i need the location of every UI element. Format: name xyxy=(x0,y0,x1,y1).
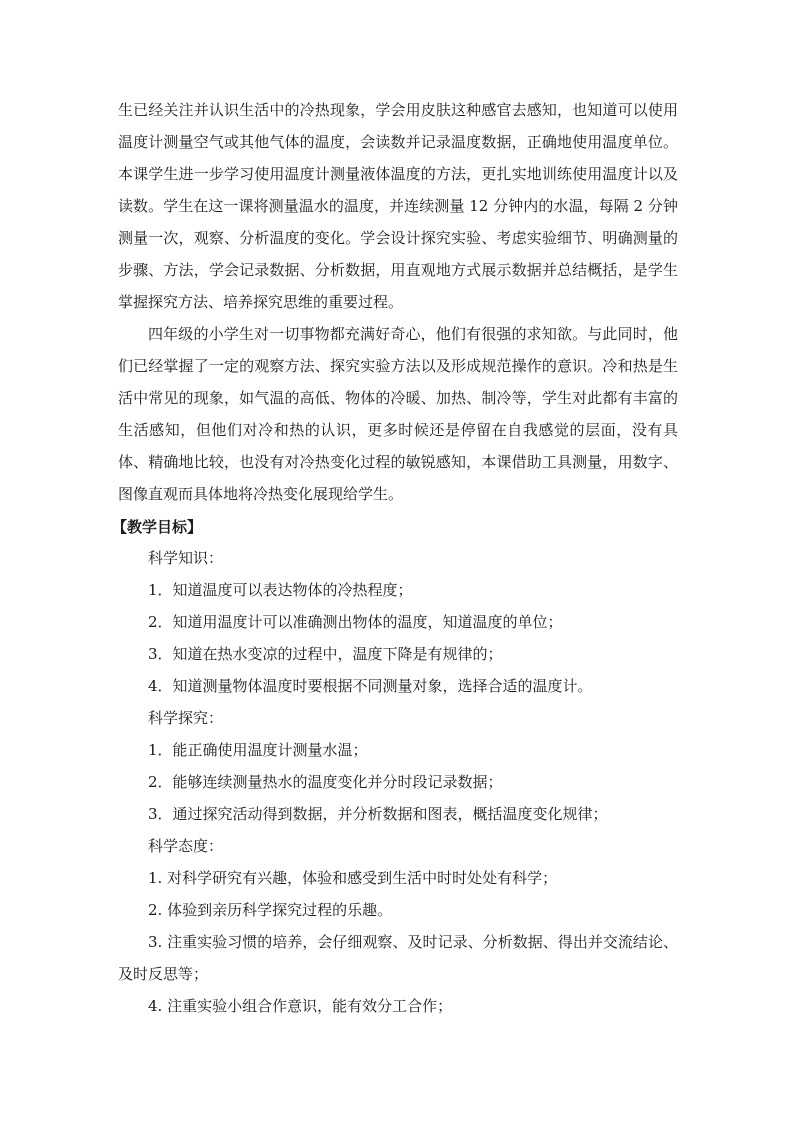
attitude-item-3: 3. 注重实验习惯的培养，会仔细观察、及时记录、分析数据、得出并交流结论、及时反思等； xyxy=(118,933,678,983)
inquiry-item-3: 3．通过探究活动得到数据，并分析数据和图表，概括温度变化规律； xyxy=(148,805,608,823)
attitude-item-2: 2. 体验到亲历科学探究过程的乐趣。 xyxy=(148,901,393,919)
knowledge-item-1: 1．知道温度可以表达物体的冷热程度； xyxy=(148,581,413,599)
section-heading-objectives: 【教学目标】 xyxy=(112,518,203,536)
lesson-analysis-paragraph: 生已经关注并认识生活中的冷热现象，学会用皮肤这种感官去感知，也知道可以使用温度计测量空气或其他气体的温度，会读数并记录温度数据，正确地使用温度单位。本课学生进一步学习使用温度计测量液体温度的方法，更扎实地训练使用温度计以及读数。学生在这一课将测量温水的温度，并连续测量 12 分钟内的水温，每隔 2 分钟测量一次，观察、分析温度的变化。学会设计探究实验、考虑实验细节、明确测量的步骤、方法，学会记录数据、分析数据，用直观地方式展示数据并总结概括，是学生掌握探究方法、培养探究思维的重要过程。 xyxy=(118,101,678,311)
inquiry-item-2: 2．能够连续测量热水的温度变化并分时段记录数据； xyxy=(148,773,503,791)
knowledge-item-3: 3．知道在热水变凉的过程中，温度下降是有规律的； xyxy=(148,645,503,663)
knowledge-item-4: 4．知道测量物体温度时要根据不同测量对象，选择合适的温度计。 xyxy=(148,677,593,695)
subheading-attitude: 科学态度： xyxy=(148,837,224,855)
subheading-knowledge: 科学知识： xyxy=(148,549,224,567)
inquiry-item-1: 1．能正确使用温度计测量水温； xyxy=(148,741,368,759)
knowledge-item-2: 2．知道用温度计可以准确测出物体的温度，知道温度的单位； xyxy=(148,613,563,631)
subheading-inquiry: 科学探究： xyxy=(148,709,224,727)
attitude-item-1: 1. 对科学研究有兴趣，体验和感受到生活中时时处处有科学； xyxy=(148,869,558,887)
student-analysis-paragraph: 四年级的小学生对一切事物都充满好奇心，他们有很强的求知欲。与此同时，他们已经掌握了一定的观察方法、探究实验方法以及形成规范操作的意识。冷和热是生活中常见的现象，如气温的高低、物体的冷暖、加热、制冷等，学生对此都有丰富的生活感知，但他们对冷和热的认识，更多时候还是停留在自我感觉的层面，没有具体、精确地比较，也没有对冷热变化过程的敏锐感知，本课借助工具测量，用数字、图像直观而具体地将冷热变化展现给学生。 xyxy=(118,325,678,503)
attitude-item-4: 4. 注重实验小组合作意识，能有效分工合作； xyxy=(148,997,453,1015)
